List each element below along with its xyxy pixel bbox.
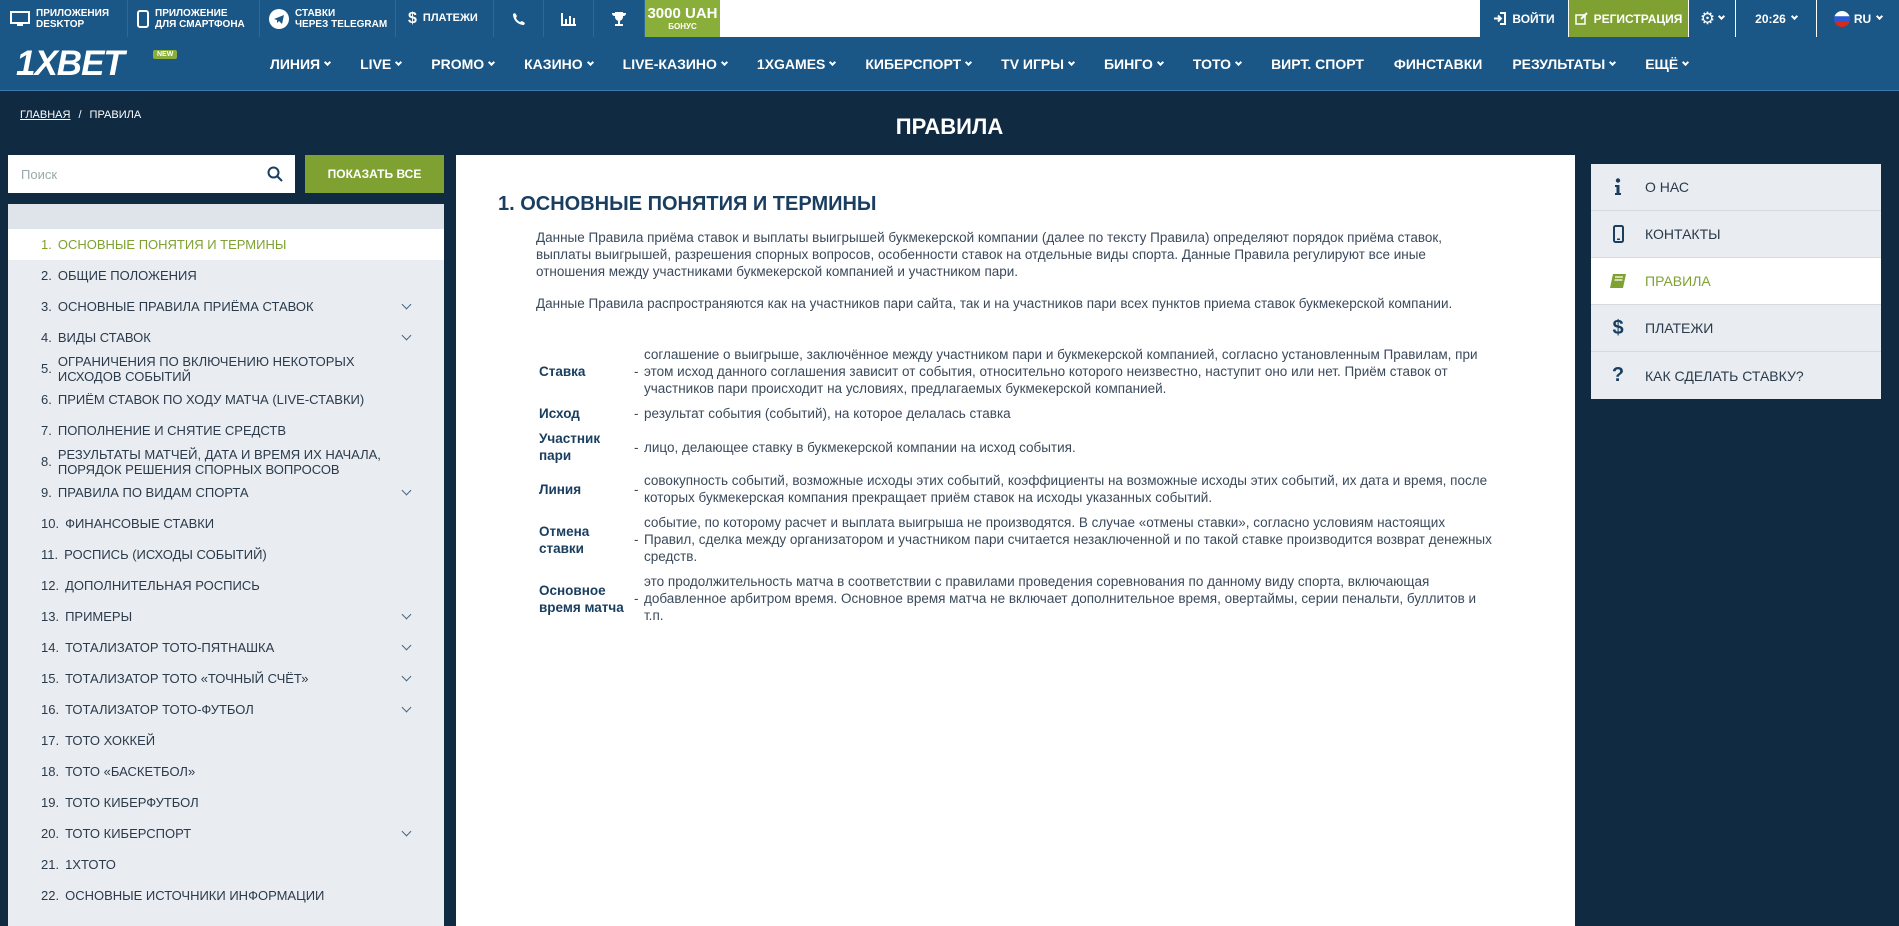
telegram-link[interactable] [260,0,396,37]
time-display: 20:26 [1755,11,1786,26]
nav-item-more[interactable] [1645,56,1688,72]
chevron-down-icon [1609,59,1616,66]
trophy-button[interactable] [594,0,645,37]
term-definition: событие, по которому расчет и выплата выигрыша не производятся. В случае «отмены ставки», согласно условиям настоящих Правил, сделка между организатором и участником пари считается незаключенной и по такой ставке производится возврат денежных средств. [644,515,1492,564]
term-definition: совокупность событий, возможные исходы этих событий, коэффициенты на возможные исходы этих событий, их дата и время, после которых букмекерская компания прекращает приём ставок на исходы указанных событий. [644,473,1488,505]
term-definition: соглашение о выигрыше, заключённое между участником пари и букмекерской компанией, согласно установленным Правилам, при этом исход данного соглашения зависит от события, относительно которого неизвестно, наступит оно или нет. Приём ставок от участников пари происходит на условиях, предлагаемых букмекерской компанией. [644,347,1478,396]
telegram-icon [269,9,289,29]
toc-item[interactable] [8,787,444,818]
term-name: Отмена ставки [539,523,590,556]
rules-toc [8,204,444,926]
term-row [536,346,1496,397]
breadcrumb-home-link[interactable]: ГЛАВНАЯ [20,109,71,121]
time-dropdown[interactable] [1736,0,1816,37]
nav-item-label: КАЗИНО [524,56,583,72]
toc-item-number: 11. [41,547,59,562]
toc-item-number: 7. [41,423,52,438]
search-icon[interactable] [267,166,283,182]
term-name: Участник пари [539,431,601,463]
toc-item-label: ФИНАНСОВЫЕ СТАВКИ [65,516,215,531]
toc-item[interactable] [8,570,444,601]
register-label: РЕГИСТРАЦИЯ [1593,11,1683,26]
edit-icon [1575,12,1588,25]
nav-item-casino[interactable] [524,56,593,72]
toc-item[interactable] [8,322,444,353]
toc-item-number: 4. [41,330,52,345]
desktop-app-line2: DESKTOP [36,18,85,30]
smartphone-app-link[interactable] [128,0,260,37]
nav-item-esports[interactable] [865,56,971,72]
search-box [8,155,295,193]
term-definition: результат события (событий), на которое делалась ставка [644,406,1011,421]
nav-item-label: LIVE [360,56,392,72]
toc-item-number: 3. [41,299,52,314]
toc-item[interactable] [8,229,444,260]
nav-item-label: LIVE-КАЗИНО [622,56,717,72]
menu-item-label: О НАС [1645,179,1690,195]
term-row [536,430,1496,464]
bonus-amount: 3000 UAH [647,5,718,22]
chevron-down-icon [395,59,402,66]
nav-item-virtual-sport[interactable] [1271,56,1364,72]
toc-item-label: ПРИЁМ СТАВОК ПО ХОДУ МАТЧА (LIVE-СТАВКИ) [57,392,365,407]
toc-item-number: 1. [41,237,52,252]
toc-item-label: ОГРАНИЧЕНИЯ ПО ВКЛЮЧЕНИЮ НЕКОТОРЫХ ИСХОДОВ СОБЫТИЙ [57,353,355,384]
nav-item-label: КИБЕРСПОРТ [865,56,962,72]
toc-item-number: 17. [41,733,60,748]
chevron-down-icon [1157,59,1164,66]
toc-item[interactable] [8,353,444,384]
dollar-icon: $ [408,10,417,27]
smartphone-app-line1: ПРИЛОЖЕНИЕ [155,7,228,19]
chevron-down-icon[interactable] [402,826,412,836]
toc-item[interactable] [8,756,444,787]
nav-item-toto[interactable] [1193,56,1241,72]
chevron-down-icon [829,59,836,66]
chevron-down-icon[interactable] [402,299,412,309]
toc-item-number: 10. [41,516,60,531]
toc-item-number: 5. [41,361,52,376]
nav-item-label: БИНГО [1103,56,1153,72]
rules-content [456,155,1575,926]
term-dash: - [634,406,639,421]
scope-paragraph: Данные Правила распространяются как на участников пари сайта, так и на участников пари всех пунктов приема ставок букмекерской компании. [536,296,1453,311]
login-button[interactable] [1480,0,1568,37]
nav-item-label: PROMO [431,56,485,72]
toc-item-label: ТОТО КИБЕРСПОРТ [65,826,192,841]
chevron-down-icon[interactable] [402,485,412,495]
show-all-button[interactable]: ПОКАЗАТЬ ВСЕ [305,155,444,193]
term-name: Исход [539,406,580,421]
toc-item-label: ТОТО КИБЕРФУТБОЛ [65,795,199,810]
nav-item-label: ЕЩЁ [1645,56,1679,72]
toc-item[interactable] [8,601,444,632]
toc-item-label: ДОПОЛНИТЕЛЬНАЯ РОСПИСЬ [65,578,260,593]
toc-item[interactable] [8,849,444,880]
bonus-banner[interactable] [645,0,720,37]
toc-item-label: РЕЗУЛЬТАТЫ МАТЧЕЙ, ДАТА И ВРЕМЯ ИХ НАЧАЛА, ПОРЯДОК РЕШЕНИЯ СПОРНЫХ ВОПРОСОВ [57,446,381,477]
nav-item-label: ФИНСТАВКИ [1393,56,1483,72]
term-dash: - [634,481,639,497]
russia-flag-icon [1834,11,1850,27]
book-icon [1591,273,1645,289]
nav-item-finbets[interactable] [1394,56,1482,72]
toc-item-label: ТОТО ХОККЕЙ [65,733,156,748]
login-icon [1493,12,1506,25]
toc-item-label: ТОТАЛИЗАТОР ТОТО-ПЯТНАШКА [65,640,275,655]
term-row [536,472,1496,506]
toc-item-label: 1XТОТО [65,857,116,872]
toc-item[interactable] [8,694,444,725]
term-dash: - [634,532,639,547]
toc-item-number: 6. [41,392,52,407]
toc-item-label: ОСНОВНЫЕ ИСТОЧНИКИ ИНФОРМАЦИИ [65,888,325,903]
toc-item[interactable] [8,818,444,849]
nav-item-label: РЕЗУЛЬТАТЫ [1512,56,1606,72]
toc-item-label: ОСНОВНЫЕ ПОНЯТИЯ И ТЕРМИНЫ [57,237,287,252]
nav-item-label: ЛИНИЯ [270,56,321,72]
dollar-icon: $ [1612,316,1624,339]
nav-item-label: 1XGAMES [756,56,826,72]
toc-item[interactable] [8,508,444,539]
term-row [536,514,1496,565]
main-nav [0,37,1899,91]
toc-item[interactable] [8,632,444,663]
toc-item[interactable] [8,415,444,446]
page-title: ПРАВИЛА [895,114,1004,139]
toc-item[interactable] [8,663,444,694]
desktop-app-link[interactable] [0,0,128,37]
chevron-down-icon [488,59,495,66]
smartphone-app-line2: ДЛЯ СМАРТФОНА [155,18,245,30]
toc-list [8,229,444,911]
menu-item-label: КОНТАКТЫ [1645,226,1721,242]
menu-item-how-to-bet[interactable] [1591,352,1881,399]
toc-item[interactable] [8,539,444,570]
chevron-down-icon [1068,59,1075,66]
phone-button[interactable] [494,0,544,37]
logo[interactable]: 1XBET [16,44,124,83]
menu-item-label: ПРАВИЛА [1645,273,1711,289]
menu-item-contacts[interactable] [1591,211,1881,258]
toc-item-label: ОБЩИЕ ПОЛОЖЕНИЯ [57,268,197,283]
chevron-down-icon [721,59,728,66]
toc-item-number: 19. [41,795,60,810]
toc-item-label: ТОТАЛИЗАТОР ТОТО-ФУТБОЛ [65,702,254,717]
toc-item-number: 8. [41,454,52,469]
statistics-button[interactable] [544,0,594,37]
toc-item-number: 12. [41,578,60,593]
nav-item-live[interactable] [360,56,401,72]
menu-item-rules[interactable] [1591,258,1881,305]
toc-item[interactable] [8,446,444,477]
bonus-label: БОНУС [668,22,697,31]
chevron-down-icon[interactable] [402,640,412,650]
trophy-icon [611,11,627,26]
chart-icon [561,12,577,26]
menu-item-label: КАК СДЕЛАТЬ СТАВКУ? [1645,367,1804,384]
toc-item[interactable] [8,477,444,508]
toc-item-number: 14. [41,640,60,655]
breadcrumb-current: ПРАВИЛА [89,109,142,121]
toc-item[interactable] [8,725,444,756]
search-input[interactable] [21,167,261,182]
chevron-down-icon[interactable] [402,702,412,712]
nav-item-label: ВИРТ. СПОРТ [1271,56,1364,72]
toc-item-label: ПРИМЕРЫ [65,609,133,624]
nav-item-line[interactable] [270,56,330,72]
question-icon: ? [1611,364,1625,386]
toc-item[interactable] [8,291,444,322]
nav-items [270,37,1718,91]
toc-item[interactable] [8,260,444,291]
language-dropdown[interactable] [1817,0,1899,37]
telegram-line2: ЧЕРЕЗ TELEGRAM [295,18,388,30]
chevron-down-icon [1682,59,1689,66]
toc-item-number: 2. [41,268,52,283]
desktop-app-line1: ПРИЛОЖЕНИЯ [36,7,110,19]
desktop-icon [10,11,30,27]
nav-item-tv-games[interactable] [1001,56,1074,72]
info-icon [1591,178,1645,196]
term-dash: - [634,364,639,379]
toc-item-label: ПРАВИЛА ПО ВИДАМ СПОРТА [57,485,249,500]
toc-item-label: ТОТАЛИЗАТОР ТОТО «ТОЧНЫЙ СЧЁТ» [65,671,309,686]
menu-item-payments[interactable] [1591,305,1881,352]
settings-dropdown[interactable] [1689,0,1735,37]
toc-item-label: ПОПОЛНЕНИЕ И СНЯТИЕ СРЕДСТВ [57,423,287,438]
toc-item-number: 13. [41,609,60,624]
gear-icon: ⚙ [1699,8,1716,28]
toc-header-strip [8,204,444,229]
term-definition: лицо, делающее ставку в букмекерской компании на исход события. [644,439,1076,455]
section-heading: 1. ОСНОВНЫЕ ПОНЯТИЯ И ТЕРМИНЫ [498,193,877,215]
toc-item-label: РОСПИСЬ (ИСХОДЫ СОБЫТИЙ) [64,547,267,562]
breadcrumb-separator: / [78,109,82,121]
terms-table [536,346,1496,632]
toc-item-number: 22. [41,888,60,903]
payments-link[interactable] [396,0,494,37]
toc-item[interactable] [8,384,444,415]
toc-item-number: 20. [41,826,60,841]
chevron-down-icon [587,59,594,66]
info-menu [1591,164,1881,399]
register-button[interactable] [1569,0,1688,37]
term-dash: - [634,439,639,455]
chevron-down-icon [1791,13,1798,20]
term-name: Ставка [539,364,586,379]
new-badge: NEW [153,50,177,59]
chevron-down-icon [1718,13,1725,20]
term-name: Основное время матча [539,582,624,615]
language-label: RU [1853,11,1872,26]
chevron-down-icon [1235,59,1242,66]
toc-item-number: 15. [41,671,60,686]
toc-item-label: ТОТО «БАСКЕТБОЛ» [65,764,196,779]
toc-item-number: 18. [41,764,60,779]
chevron-down-icon [1876,13,1883,20]
term-row [536,573,1496,624]
toc-item-number: 9. [41,485,52,500]
payments-label: ПЛАТЕЖИ [422,12,478,24]
term-definition: это продолжительность матча в соответствии с правилами проведения соревнования по данному виду спорта, включающая добавленное арбитром время. Основное время матча не включает дополнительное время, овертаймы, серии пенальти, буллитов и т.п. [644,574,1477,623]
menu-item-label: ПЛАТЕЖИ [1645,320,1714,336]
chevron-down-icon[interactable] [402,671,412,681]
phone-icon [1591,225,1645,243]
phone-icon [512,12,526,26]
term-name: Линия [539,481,582,497]
nav-item-1xgames[interactable] [757,56,835,72]
login-label: ВОЙТИ [1512,11,1555,26]
nav-item-label: ТОТО [1192,56,1232,72]
intro-paragraph: Данные Правила приёма ставок и выплаты выигрышей букмекерской компании (далее по тексту Правила) определяют порядок приёма ставок, выплаты выигрышей, разрешения спорных вопросов, особенности ставок на отдельные виды спорта. Данные Правила регулируют все иные отношения между участниками букмекерской компанией и участником пари. [536,230,1443,279]
menu-item-about[interactable] [1591,164,1881,211]
nav-item-promo[interactable] [431,56,494,72]
chevron-down-icon [324,59,331,66]
nav-item-label: TV ИГРЫ [1001,56,1064,72]
term-dash: - [634,591,639,606]
toc-item-label: ВИДЫ СТАВОК [57,330,151,345]
chevron-down-icon[interactable] [402,609,412,619]
toc-item-label: ОСНОВНЫЕ ПРАВИЛА ПРИЁМА СТАВОК [57,299,314,314]
telegram-line1: СТАВКИ [295,7,336,19]
toc-item-number: 16. [41,702,60,717]
nav-item-bingo[interactable] [1104,56,1163,72]
smartphone-icon [137,10,149,28]
nav-item-results[interactable] [1512,56,1615,72]
nav-item-live-casino[interactable] [623,56,727,72]
top-bar [0,0,1899,37]
toc-item[interactable] [8,880,444,911]
chevron-down-icon[interactable] [402,330,412,340]
toc-item-number: 21. [41,857,60,872]
term-row [536,405,1496,422]
chevron-down-icon [965,59,972,66]
